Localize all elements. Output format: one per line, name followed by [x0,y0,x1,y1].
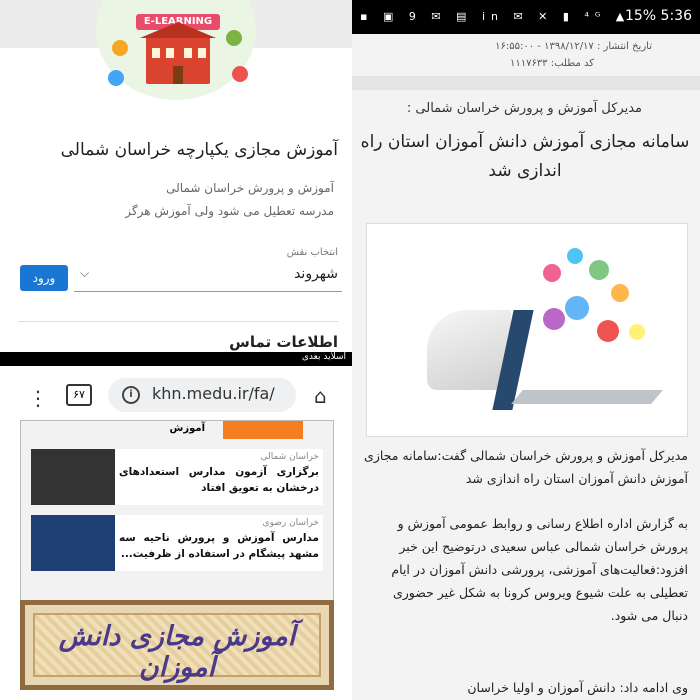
news-category: خراسان رضوی [262,518,319,528]
chart-icon [567,248,583,264]
photo-caption: مدیرکل آموزش و پرورش خراسان شمالی گفت:سامانه مجازی آموزش دانش آموزان استان راه اندازی شد [364,448,688,486]
menu-icon[interactable]: ⋮ [28,386,48,410]
news-thumbnail [31,449,115,505]
chevron-down-icon[interactable]: ⌵ [80,266,90,280]
book-icon [543,308,565,330]
news-thumbnail [223,421,303,439]
portal-subtitle: آموزش و پرورش خراسان شمالی [166,181,334,195]
role-label: انتخاب نقش [286,247,338,258]
status-bar: اسلاید بعدی [0,352,352,366]
list-item[interactable] [31,449,323,505]
computer-icon [226,30,242,46]
news-headline: آموزش [169,423,205,434]
info-icon[interactable]: i [122,386,140,404]
flask-icon [597,320,619,342]
article-lead: مدیرکل آموزش و پرورش خراسان شمالی : [406,101,642,116]
school-building-icon [146,36,210,84]
news-headline[interactable]: برگزاری آزمون مدارس استعدادهای درخشان به تعویق افتاد [119,466,319,494]
gear-icon [565,296,589,320]
portal-slogan: مدرسه تعطیل می شود ولی آموزش هرگز [125,204,334,218]
login-button[interactable]: ورود [20,265,68,291]
contact-heading: اطلاعات تماس [229,333,338,351]
book-icon [112,40,128,56]
banner-title: آموزش مجازی دانش آموزان [58,621,296,683]
tab-count-button[interactable]: ۶۷ [66,384,92,406]
divider [18,321,338,322]
bulb-icon [232,66,248,82]
url-text: khn.medu.ir/fa/ [152,384,275,403]
status-time-battery: 15% 5:36 [624,8,692,24]
notification-icons: ▪ ▣ 9 ✉ ▤ in ✉ ✕ ▮ ⁴ᴳ ▲ [360,10,631,23]
home-icon[interactable]: ⌂ [314,384,327,408]
star-icon [629,324,645,340]
list-item[interactable] [31,515,323,571]
publish-date: تاریخ انتشار : ۱۳۹۸/۱۲/۱۷ - ۱۶:۵۵:۰۰ [495,41,652,52]
news-headline[interactable]: مدارس آموزش و پرورش ناحیه سه مشهد پیشگام در استفاده از ظرفیت... [119,532,319,560]
bulb-icon [611,284,629,302]
list-item[interactable] [31,421,323,441]
role-underline [74,291,342,292]
article-code: کد مطلب: ۱۱۱۷۶۳۳ [509,58,594,69]
news-category: خراسان شمالی [260,452,319,462]
article-body: به گزارش اداره اطلاع رسانی و روابط عمومی آموزش و پرورش خراسان شمالی عباس سعیدی درتوضیح این خبر افزود:فعالیت‌های آموزشی، پرورشی دانش آموزان در ایام تعطیلی به علت شیوع ویروس کرونا به شکل غیر حضوری دنبال می شود. [391,516,688,623]
address-bar[interactable] [108,378,296,412]
portal-title: آموزش مجازی یکپارچه خراسان شمالی [60,140,338,160]
role-select[interactable]: شهروند [294,266,338,282]
elearning-banner-image[interactable] [20,600,334,690]
heart-icon [543,264,561,282]
globe-icon [108,70,124,86]
article-photo [366,223,688,437]
laptop-base [511,390,663,404]
article-headline: سامانه مجازی آموزش دانش آموزان استان راه اندازی شد [360,132,690,181]
news-thumbnail [31,515,115,571]
article-body-continued: وی ادامه داد: دانش آموزان و اولیا خراسان [467,680,688,695]
globe-icon [589,260,609,280]
elearning-portal-panel [0,0,352,352]
status-bar [352,0,700,34]
news-article-panel [352,0,700,700]
browser-panel [0,352,352,700]
meta-bar [352,76,700,90]
